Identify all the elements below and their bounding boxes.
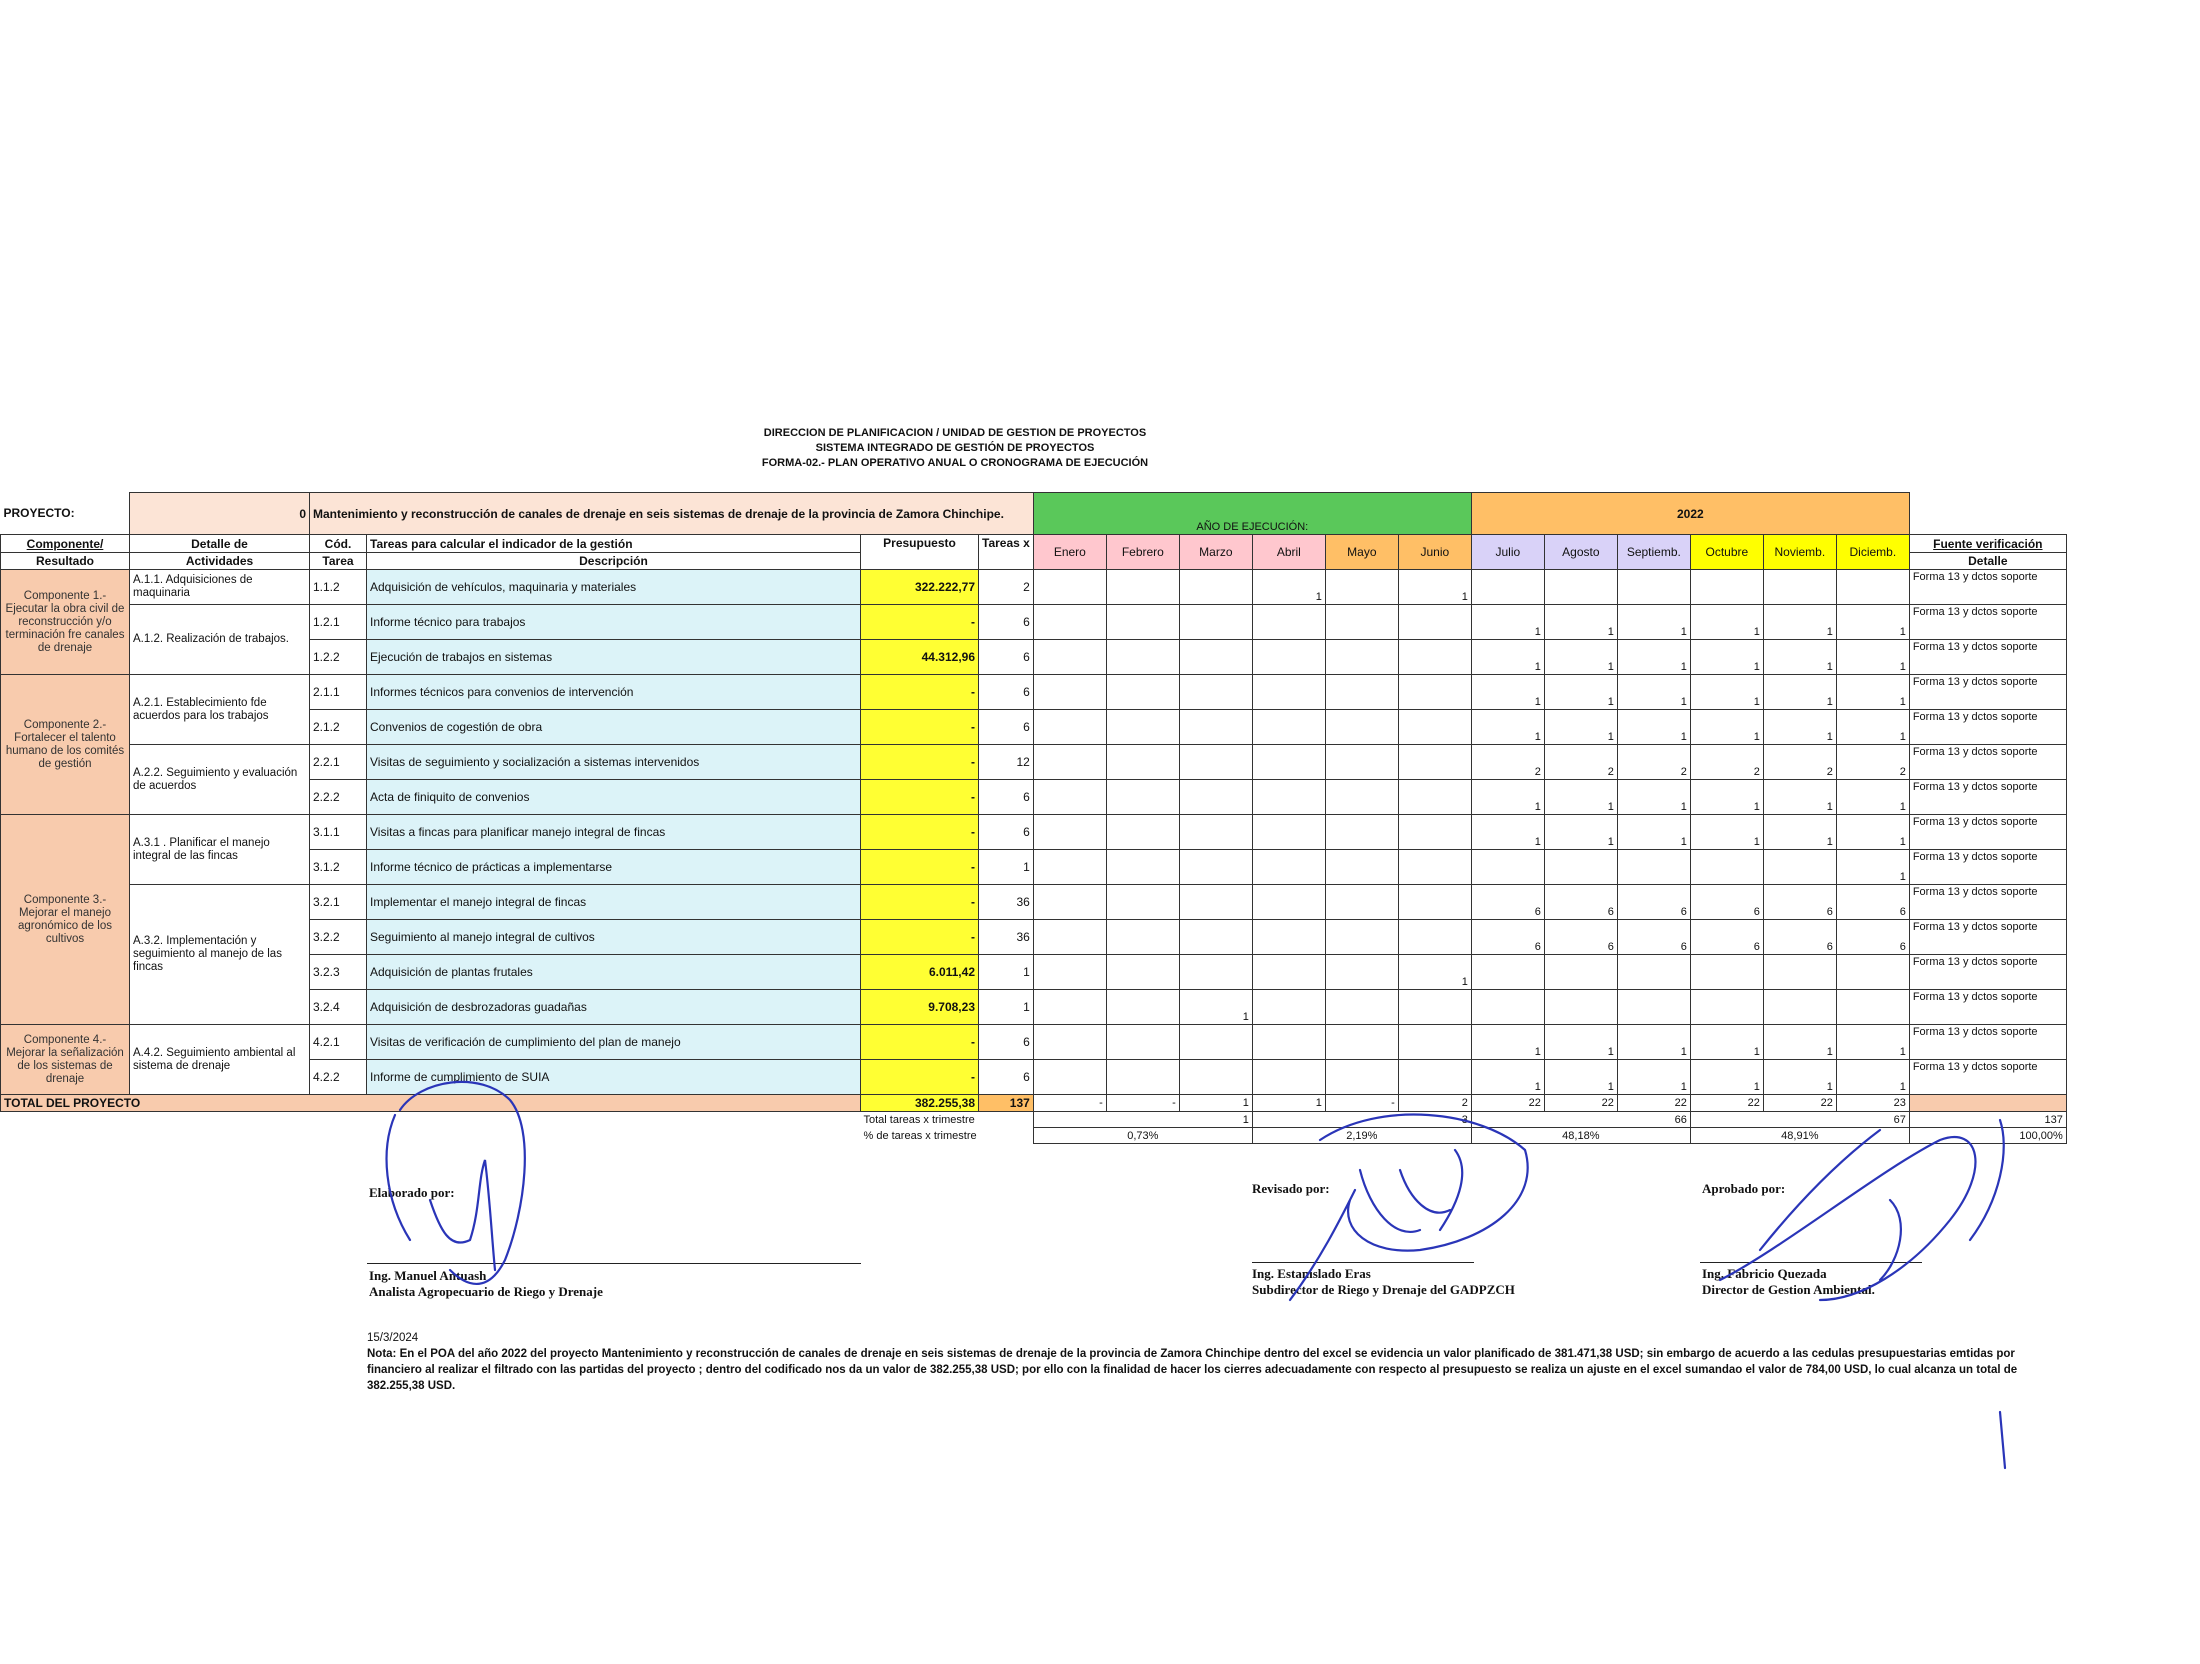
month-value: 1: [1836, 1060, 1909, 1095]
verification-detail: Forma 13 y dctos soporte: [1909, 990, 2066, 1025]
month-value: 1: [1763, 675, 1836, 710]
activity-cell: A.1.2. Realización de trabajos.: [130, 605, 310, 675]
task-count: 1: [979, 955, 1034, 990]
month-value: 6: [1690, 920, 1763, 955]
month-value: 6: [1544, 920, 1617, 955]
month-value: 1: [1471, 640, 1544, 675]
month-header: Febrero: [1106, 535, 1179, 570]
task-budget: -: [861, 675, 979, 710]
header-line-1: DIRECCION DE PLANIFICACION / UNIDAD DE GESTION DE PROYECTOS: [763, 427, 1147, 439]
component-cell: Componente 1.- Ejecutar la obra civil de reconstrucción y/o terminación fre canales de drenaje: [1, 570, 130, 675]
task-count: 2: [979, 570, 1034, 605]
task-description: Visitas de seguimiento y socialización a sistemas intervenidos: [367, 745, 861, 780]
month-header: Marzo: [1179, 535, 1252, 570]
task-budget: -: [861, 780, 979, 815]
total-month-value: 1: [1252, 1095, 1325, 1112]
col-code: Cód.: [310, 535, 367, 553]
approved-by-name: Ing. Fabricio Quezada: [1702, 1266, 1827, 1281]
month-value: 1: [1617, 780, 1690, 815]
task-budget: 322.222,77: [861, 570, 979, 605]
total-month-value: 1: [1179, 1095, 1252, 1112]
task-description: Informes técnicos para convenios de intervención: [367, 675, 861, 710]
col-verification: Fuente verificación: [1909, 535, 2066, 553]
month-value: 1: [1544, 1060, 1617, 1095]
month-header: Agosto: [1544, 535, 1617, 570]
task-budget: 44.312,96: [861, 640, 979, 675]
task-description: Informe técnico de prácticas a implementarse: [367, 850, 861, 885]
month-value: 1: [1471, 710, 1544, 745]
component-cell: Componente 3.- Mejorar el manejo agronómico de los cultivos: [1, 815, 130, 1025]
footer-date: 15/3/2024: [367, 1332, 419, 1344]
month-header: Abril: [1252, 535, 1325, 570]
month-value: 1: [1690, 1060, 1763, 1095]
project-code: 0: [130, 493, 310, 535]
task-description: Visitas de verificación de cumplimiento del plan de manejo: [367, 1025, 861, 1060]
task-budget: -: [861, 745, 979, 780]
project-label: PROYECTO:: [3, 506, 75, 521]
month-value: 1: [1544, 640, 1617, 675]
prepared-by-name: Ing. Manuel Antuash: [369, 1268, 487, 1283]
month-header: Diciemb.: [1836, 535, 1909, 570]
task-budget: -: [861, 605, 979, 640]
month-value: 1: [1763, 1060, 1836, 1095]
task-code: 1.2.1: [310, 605, 367, 640]
task-description: Adquisición de desbrozadoras guadañas: [367, 990, 861, 1025]
total-month-value: 22: [1690, 1095, 1763, 1112]
verification-detail: Forma 13 y dctos soporte: [1909, 850, 2066, 885]
task-code: 2.2.1: [310, 745, 367, 780]
task-budget: -: [861, 850, 979, 885]
month-value: 1: [1836, 1025, 1909, 1060]
quarter-pct-total: 100,00%: [1909, 1128, 2066, 1144]
month-value: 1: [1690, 710, 1763, 745]
month-value: 6: [1836, 920, 1909, 955]
task-count: 6: [979, 675, 1034, 710]
header-line-2: SISTEMA INTEGRADO DE GESTIÓN DE PROYECTOS: [815, 442, 1095, 454]
month-value: 1: [1471, 1060, 1544, 1095]
header-line-3: FORMA-02.- PLAN OPERATIVO ANUAL O CRONOGRAMA DE EJECUCIÓN: [761, 457, 1149, 469]
month-value: 1: [1471, 675, 1544, 710]
task-count: 6: [979, 1060, 1034, 1095]
month-header: Julio: [1471, 535, 1544, 570]
month-header: Octubre: [1690, 535, 1763, 570]
month-value: 2: [1544, 745, 1617, 780]
task-count: 6: [979, 605, 1034, 640]
margin-mark: [2000, 1412, 2005, 1468]
verification-detail: Forma 13 y dctos soporte: [1909, 605, 2066, 640]
month-value: 1: [1617, 675, 1690, 710]
task-count: 36: [979, 920, 1034, 955]
prepared-by-label: Elaborado por:: [369, 1185, 455, 1200]
quarter-total-label: Total tareas x trimestre: [863, 1113, 975, 1126]
task-description: Implementar el manejo integral de fincas: [367, 885, 861, 920]
month-value: 1: [1398, 955, 1471, 990]
prepared-by-title: Analista Agropecuario de Riego y Drenaje: [369, 1284, 603, 1299]
month-value: 1: [1179, 990, 1252, 1025]
col-component: Componente/: [1, 535, 130, 553]
task-code: 1.1.2: [310, 570, 367, 605]
total-label: TOTAL DEL PROYECTO: [1, 1095, 861, 1112]
col-verification-detail: Detalle: [1909, 553, 2066, 570]
month-value: 1: [1471, 815, 1544, 850]
month-value: 6: [1471, 885, 1544, 920]
task-description: Convenios de cogestión de obra: [367, 710, 861, 745]
quarter-pct-label: % de tareas x trimestre: [863, 1129, 977, 1142]
task-description: Ejecución de trabajos en sistemas: [367, 640, 861, 675]
project-name: Mantenimiento y reconstrucción de canales de drenaje en seis sistemas de drenaje de la provincia de Zamora Chinchipe.: [310, 493, 1034, 535]
col-activities: Actividades: [130, 553, 310, 570]
task-code: 3.2.3: [310, 955, 367, 990]
task-budget: 6.011,42: [861, 955, 979, 990]
month-header: Mayo: [1325, 535, 1398, 570]
month-value: 1: [1763, 815, 1836, 850]
task-count: 36: [979, 885, 1034, 920]
month-value: 1: [1617, 1060, 1690, 1095]
col-tasks-header: Tareas para calcular el indicador de la gestión: [367, 535, 861, 553]
month-value: 2: [1617, 745, 1690, 780]
month-value: 6: [1763, 920, 1836, 955]
month-value: 1: [1544, 815, 1617, 850]
task-code: 3.2.1: [310, 885, 367, 920]
month-value: 1: [1836, 675, 1909, 710]
component-cell: Componente 2.- Fortalecer el talento humano de los comités de gestión: [1, 675, 130, 815]
activity-cell: A.4.2. Seguimiento ambiental al sistema de drenaje: [130, 1025, 310, 1095]
total-month-value: -: [1106, 1095, 1179, 1112]
verification-detail: Forma 13 y dctos soporte: [1909, 955, 2066, 990]
approved-by-label: Aprobado por:: [1702, 1181, 1786, 1196]
month-value: 1: [1763, 640, 1836, 675]
task-budget: -: [861, 1060, 979, 1095]
task-budget: -: [861, 815, 979, 850]
task-count: 6: [979, 710, 1034, 745]
total-month-value: -: [1325, 1095, 1398, 1112]
task-code: 4.2.1: [310, 1025, 367, 1060]
month-value: 1: [1763, 1025, 1836, 1060]
task-count: 6: [979, 1025, 1034, 1060]
month-value: 1: [1617, 815, 1690, 850]
task-code: 3.2.2: [310, 920, 367, 955]
month-value: 1: [1617, 710, 1690, 745]
execution-year: 2022: [1471, 493, 1909, 535]
month-value: 1: [1836, 710, 1909, 745]
task-count: 1: [979, 990, 1034, 1025]
verification-detail: Forma 13 y dctos soporte: [1909, 640, 2066, 675]
task-count: 6: [979, 640, 1034, 675]
component-cell: Componente 4.- Mejorar la señalización de los sistemas de drenaje: [1, 1025, 130, 1095]
month-value: 1: [1690, 1025, 1763, 1060]
execution-year-label: AÑO DE EJECUCIÓN:: [1033, 493, 1471, 535]
activity-cell: A.2.1. Establecimiento fde acuerdos para los trabajos: [130, 675, 310, 745]
activity-cell: A.3.1 . Planificar el manejo integral de las fincas: [130, 815, 310, 885]
col-result: Resultado: [1, 553, 130, 570]
month-value: 2: [1471, 745, 1544, 780]
quarter-total: 3: [1252, 1112, 1471, 1128]
reviewed-by-name: Ing. Estanislado Eras: [1252, 1266, 1371, 1281]
month-value: 1: [1544, 675, 1617, 710]
month-header: Enero: [1033, 535, 1106, 570]
month-value: 1: [1398, 570, 1471, 605]
task-description: Informe técnico para trabajos: [367, 605, 861, 640]
month-value: 1: [1617, 605, 1690, 640]
month-header: Junio: [1398, 535, 1471, 570]
total-month-value: 23: [1836, 1095, 1909, 1112]
month-value: 1: [1690, 815, 1763, 850]
task-count: 1: [979, 850, 1034, 885]
task-budget: -: [861, 920, 979, 955]
activity-cell: A.3.2. Implementación y seguimiento al manejo de las fincas: [130, 885, 310, 1025]
verification-detail: Forma 13 y dctos soporte: [1909, 675, 2066, 710]
quarter-total: 1: [1033, 1112, 1252, 1128]
total-month-value: 22: [1471, 1095, 1544, 1112]
month-value: 1: [1836, 605, 1909, 640]
task-budget: 9.708,23: [861, 990, 979, 1025]
quarter-pct: 2,19%: [1252, 1128, 1471, 1144]
month-value: 1: [1763, 605, 1836, 640]
month-value: 1: [1544, 780, 1617, 815]
task-code: 3.2.4: [310, 990, 367, 1025]
month-header: Septiemb.: [1617, 535, 1690, 570]
quarter-pct: 0,73%: [1033, 1128, 1252, 1144]
month-value: 2: [1763, 745, 1836, 780]
month-value: 6: [1763, 885, 1836, 920]
quarter-pct: 48,18%: [1471, 1128, 1690, 1144]
verification-detail: Forma 13 y dctos soporte: [1909, 710, 2066, 745]
month-value: 1: [1617, 640, 1690, 675]
month-value: 1: [1252, 570, 1325, 605]
reviewed-by-label: Revisado por:: [1252, 1181, 1330, 1196]
task-code: 2.1.1: [310, 675, 367, 710]
month-value: 6: [1544, 885, 1617, 920]
task-description: Seguimiento al manejo integral de cultivos: [367, 920, 861, 955]
total-tasks: 137: [979, 1095, 1034, 1112]
month-value: 2: [1690, 745, 1763, 780]
task-code: 3.1.2: [310, 850, 367, 885]
month-value: 1: [1544, 605, 1617, 640]
month-header: Noviemb.: [1763, 535, 1836, 570]
task-code: 2.2.2: [310, 780, 367, 815]
month-value: 1: [1617, 1025, 1690, 1060]
task-description: Acta de finiquito de convenios: [367, 780, 861, 815]
total-month-value: -: [1033, 1095, 1106, 1112]
month-value: 1: [1690, 605, 1763, 640]
month-value: 1: [1836, 815, 1909, 850]
task-description: Visitas a fincas para planificar manejo integral de fincas: [367, 815, 861, 850]
month-value: 1: [1690, 640, 1763, 675]
month-value: 6: [1690, 885, 1763, 920]
signature-scribble-3: [1720, 1120, 2004, 1300]
verification-detail: Forma 13 y dctos soporte: [1909, 570, 2066, 605]
month-value: 1: [1544, 1025, 1617, 1060]
task-budget: -: [861, 1025, 979, 1060]
month-value: 1: [1690, 675, 1763, 710]
signature-scribble-1: [387, 1082, 525, 1284]
month-value: 1: [1836, 780, 1909, 815]
verification-detail: Forma 13 y dctos soporte: [1909, 780, 2066, 815]
verification-detail: Forma 13 y dctos soporte: [1909, 920, 2066, 955]
verification-detail: Forma 13 y dctos soporte: [1909, 885, 2066, 920]
verification-detail: Forma 13 y dctos soporte: [1909, 745, 2066, 780]
reviewed-by-title: Subdirector de Riego y Drenaje del GADPZCH: [1252, 1282, 1515, 1297]
task-code: 3.1.1: [310, 815, 367, 850]
month-value: 1: [1471, 1025, 1544, 1060]
footer-note-text: Nota: En el POA del año 2022 del proyecto Mantenimiento y reconstrucción de canales de drenaje en seis sistemas de drenaje de la provincia de Zamora Chinchipe dentro del excel se evidencia un valor planificado de 381.471,38 USD; sin embargo de acuerdo a las cedulas presupuestarias emtidas por financiero al realizar el filtrado con las partidas del proyecto ; dentro del codificado nos da un valor de 382.255,38 USD; por ello con la finalidad de hacer los cierres adecuadamente con respecto al presupuesto se realiza un ajuste en el excel sumandao el valor de 784,00 USD, lo cual alcanza un total de 382.255,38 USD.: [367, 1348, 2018, 1392]
col-tasks-x: Tareas x: [979, 535, 1034, 570]
task-code: 4.2.2: [310, 1060, 367, 1095]
month-value: 6: [1617, 920, 1690, 955]
task-budget: -: [861, 710, 979, 745]
task-budget: -: [861, 885, 979, 920]
task-count: 12: [979, 745, 1034, 780]
month-value: 1: [1471, 605, 1544, 640]
quarter-pct: 48,91%: [1690, 1128, 1909, 1144]
task-description: Adquisición de plantas frutales: [367, 955, 861, 990]
task-description: Adquisición de vehículos, maquinaria y materiales: [367, 570, 861, 605]
quarter-total: 67: [1690, 1112, 1909, 1128]
month-value: 1: [1763, 710, 1836, 745]
month-value: 1: [1471, 780, 1544, 815]
month-value: 1: [1836, 640, 1909, 675]
task-code: 2.1.2: [310, 710, 367, 745]
verification-detail: Forma 13 y dctos soporte: [1909, 1060, 2066, 1095]
month-value: 6: [1836, 885, 1909, 920]
col-budget: Presupuesto: [861, 535, 979, 570]
month-value: 1: [1544, 710, 1617, 745]
total-month-value: 22: [1763, 1095, 1836, 1112]
month-value: 1: [1690, 780, 1763, 815]
task-count: 6: [979, 780, 1034, 815]
total-month-value: 22: [1544, 1095, 1617, 1112]
col-activity-detail: Detalle de: [130, 535, 310, 553]
activity-cell: A.1.1. Adquisiciones de maquinaria: [130, 570, 310, 605]
month-value: 6: [1617, 885, 1690, 920]
month-value: 1: [1836, 850, 1909, 885]
task-count: 6: [979, 815, 1034, 850]
task-description: Informe de cumplimiento de SUIA: [367, 1060, 861, 1095]
quarter-total: 66: [1471, 1112, 1690, 1128]
col-task-code: Tarea: [310, 553, 367, 570]
activity-cell: A.2.2. Seguimiento y evaluación de acuerdos: [130, 745, 310, 815]
quarter-grand-total: 137: [1909, 1112, 2066, 1128]
total-budget: 382.255,38: [861, 1095, 979, 1112]
month-value: 2: [1836, 745, 1909, 780]
month-value: 6: [1471, 920, 1544, 955]
task-code: 1.2.2: [310, 640, 367, 675]
verification-detail: Forma 13 y dctos soporte: [1909, 1025, 2066, 1060]
col-description: Descripción: [367, 553, 861, 570]
month-value: 1: [1763, 780, 1836, 815]
signature-scribble-2: [1290, 1115, 1528, 1300]
total-month-value: 22: [1617, 1095, 1690, 1112]
total-month-value: 2: [1398, 1095, 1471, 1112]
approved-by-title: Director de Gestion Ambiental.: [1702, 1282, 1875, 1297]
verification-detail: Forma 13 y dctos soporte: [1909, 815, 2066, 850]
footer-note: [367, 1330, 2067, 1394]
